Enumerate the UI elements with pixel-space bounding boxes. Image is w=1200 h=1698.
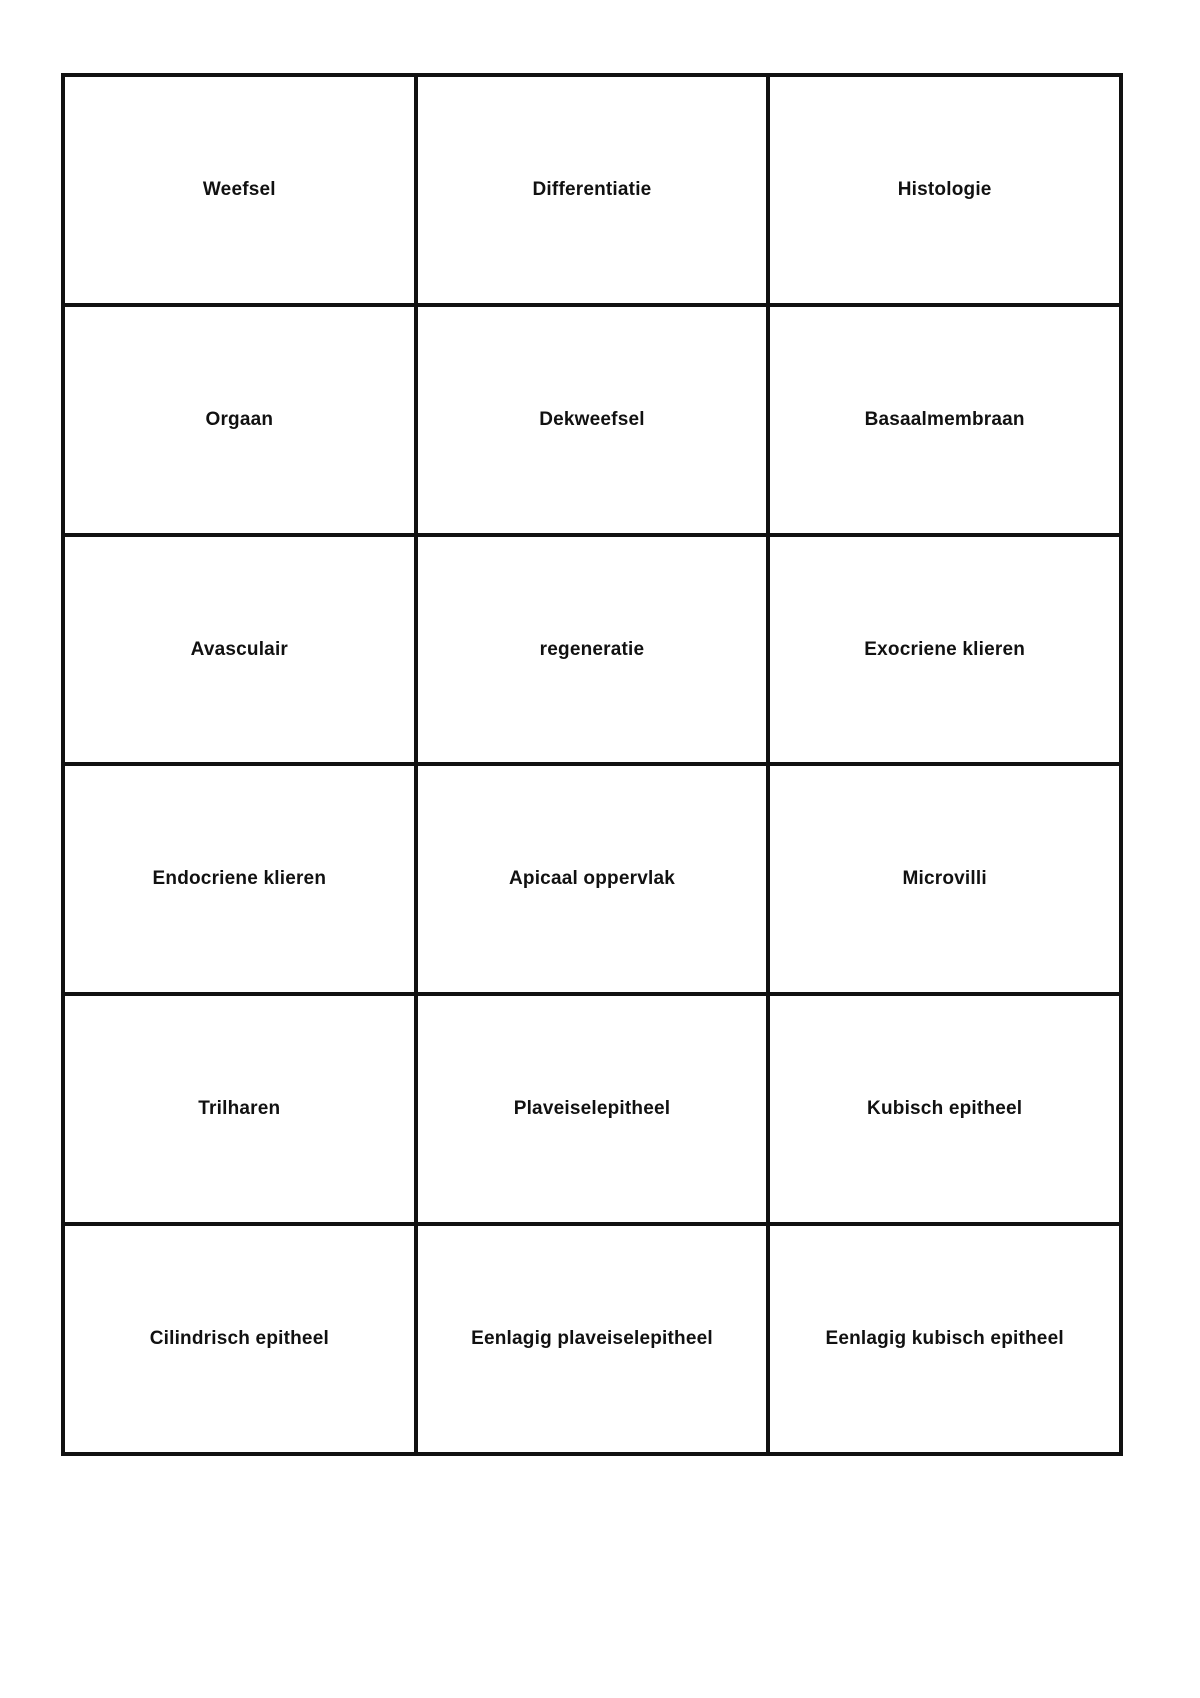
term-card: Cilindrisch epitheel: [63, 1224, 416, 1454]
term-card: Avasculair: [63, 535, 416, 765]
card-row: [63, 1224, 1121, 1454]
term-card: Histologie: [768, 75, 1121, 305]
card-row: [63, 994, 1121, 1224]
term-card: Differentiatie: [416, 75, 769, 305]
term-card: Endocriene klieren: [63, 764, 416, 994]
card-row: [63, 764, 1121, 994]
term-card: Plaveiselepitheel: [416, 994, 769, 1224]
term-card: Apicaal oppervlak: [416, 764, 769, 994]
term-card: Weefsel: [63, 75, 416, 305]
term-card: Eenlagig kubisch epitheel: [768, 1224, 1121, 1454]
term-card: Dekweefsel: [416, 305, 769, 535]
term-card: Exocriene klieren: [768, 535, 1121, 765]
term-card: regeneratie: [416, 535, 769, 765]
card-row: [63, 305, 1121, 535]
term-card: Trilharen: [63, 994, 416, 1224]
card-row: [63, 75, 1121, 305]
term-card: Eenlagig plaveiselepitheel: [416, 1224, 769, 1454]
term-card: Basaalmembraan: [768, 305, 1121, 535]
term-card-grid: [61, 73, 1123, 1456]
term-card: Orgaan: [63, 305, 416, 535]
card-row: [63, 535, 1121, 765]
term-card: Microvilli: [768, 764, 1121, 994]
term-card: Kubisch epitheel: [768, 994, 1121, 1224]
